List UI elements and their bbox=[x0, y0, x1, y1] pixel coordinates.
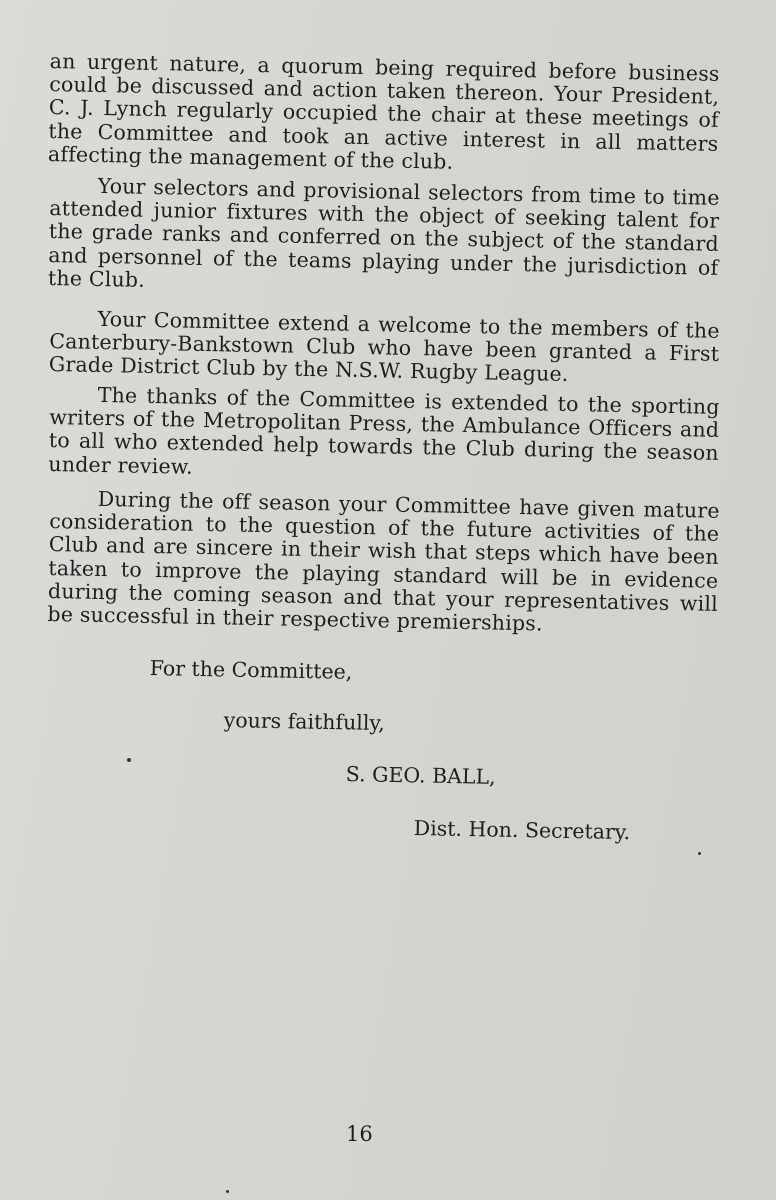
ink-speck bbox=[127, 758, 131, 762]
signature-title: Dist. Hon. Secretary. bbox=[413, 816, 631, 845]
signature-closing: For the Committee, bbox=[149, 656, 353, 684]
signature-name: S. GEO. BALL, bbox=[345, 762, 496, 789]
paragraph-off-season: During the off season your Committee have given mature consideration to the question of the future activities of the Club and are sincere in their wish that steps which have been taken to improve the playing standard will be in evidence during the coming season and that your representatives will be successful in their respective premierships. bbox=[47, 486, 720, 636]
paragraph-quorum: an urgent nature, a quorum being required before business could be discussed and action taken thereon. Your President, C. J. Lynch regularly occupied the chair at these meetings of the Committee and took an active interest in all matters affecting the management of the club. bbox=[47, 49, 720, 174]
paragraph-thanks: The thanks of the Committee is extended to the sporting writers of the Metropolitan Press, the Ambulance Officers and to all who extended help towards the Club during the season under review. bbox=[48, 382, 720, 479]
signature-valediction: yours faithfully, bbox=[223, 708, 386, 736]
paragraph-welcome: Your Committee extend a welcome to the members of the Canterbury-Bankstown Club who have been granted a First Grade District Club by the N.S.W. Rugby League. bbox=[48, 306, 720, 387]
page-number: 16 bbox=[346, 1122, 373, 1146]
ink-speck bbox=[698, 852, 701, 855]
paragraph-selectors: Your selectors and provisional selectors from time to time attended junior fixtures with the object of seeking talent for the grade ranks and conferred on the subject of the standard and personnel of the teams playing under the jurisdiction of the Club. bbox=[47, 173, 720, 292]
ink-speck bbox=[226, 1190, 229, 1193]
